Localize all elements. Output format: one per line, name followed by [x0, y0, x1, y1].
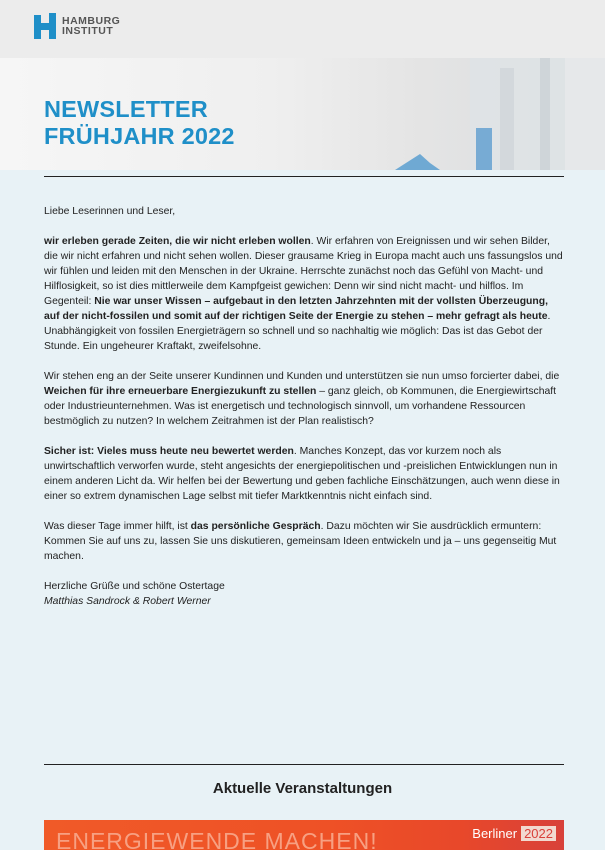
- event-banner-headline: ENERGIEWENDE MACHEN!: [56, 828, 378, 850]
- p1-text-2: . Unabhängigkeit von fossilen Energieträgern so schnell und so nachhaltig wie möglich: Das ist das Gebot der Stunde. Ein ungeheurer Kraftakt, zweifelsohne.: [44, 311, 551, 353]
- paragraph-3: [44, 444, 566, 504]
- event-banner-tag: [472, 826, 556, 841]
- hero-banner: [0, 58, 605, 170]
- p1-bold-1: wir erleben gerade Zeiten, die wir nicht erleben wollen: [44, 235, 311, 247]
- p2-text-2: – ganz gleich, ob Kommunen, die Energiewirtschaft oder Industrieunternehmen. Was ist energetisch und technologisch sinnvoll, um vorhandene Ressourcen bestmöglich zu nutzen? In welchem Zeitrahmen ist der Plan realistisch?: [44, 386, 557, 428]
- closing-block: [44, 579, 566, 609]
- newsletter-title: [44, 96, 235, 150]
- p1-bold-2: Nie war unser Wissen – aufgebaut in den letzten Jahrzehnten mit der vollsten Überzeugung, auf der nicht-fossilen und somit auf der richtigen Seite der Energie zu stehen – mehr gefragt als heute: [44, 296, 548, 323]
- signature: Matthias Sandrock & Robert Werner: [44, 595, 211, 607]
- logo-mark-icon: [34, 13, 56, 39]
- divider-top: [44, 176, 564, 177]
- closing: Herzliche Grüße und schöne Ostertage: [44, 580, 225, 592]
- paragraph-4: [44, 519, 566, 564]
- paragraph-2: [44, 369, 566, 429]
- p4-text-1: Was dieser Tage immer hilft, ist: [44, 520, 191, 532]
- title-line2: FRÜHJAHR 2022: [44, 123, 235, 149]
- logo-text: [62, 16, 120, 36]
- divider-bottom: [44, 764, 564, 765]
- p2-bold: Weichen für ihre erneuerbare Energiezukunft zu stellen: [44, 386, 317, 398]
- p1-text-1: . Wir erfahren von Ereignissen und wir sehen Bilder, die wir nicht erfahren und nicht sehen wollen. Dieser grausame Krieg in Europa macht auch uns fassungslos und wir fühlen und leiden mit den Menschen in der Ukraine. Herrschte zunächst noch das Gefühl von Macht- und Hilflosigkeit, so ist dies mittlerweile dem Kampfgeist gewichen: Denn wir sind nicht macht- und hilflos. Im Gegenteil:: [44, 235, 563, 308]
- logo-line1: HAMBURG: [62, 15, 121, 27]
- p3-text: . Manches Konzept, das vor kurzem noch als unwirtschaftlich verworfen wurde, steht angesichts der energiepolitischen und -preislichen Entwicklungen nun in einem anderen Licht da. Wir helfen bei der Bewertung und geben fachliche Einschätzungen, auch wenn diese in einer so extrem dynamischen Lage selbst mit tiefer Marktkenntnis nicht einfach sind.: [44, 446, 560, 503]
- paragraph-1: [44, 234, 566, 355]
- p3-bold: Sicher ist: Vieles muss heute neu bewertet werden: [44, 446, 294, 457]
- hamburg-institut-logo[interactable]: [34, 13, 120, 39]
- p4-text-2: . Dazu möchten wir Sie ausdrücklich ermuntern: Kommen Sie auf uns zu, lassen Sie uns diskutieren, gemeinsam Ideen entwickeln und ja – uns gegenseitig Mut machen.: [44, 520, 557, 563]
- p4-bold: das persönliche Gespräch: [190, 520, 321, 532]
- p2-text-1: Wir stehen eng an der Seite unserer Kundinnen und Kunden und unterstützen sie nun umso forcierter dabei, die: [44, 371, 560, 383]
- header-bar: [0, 0, 605, 58]
- event-banner-tag-label: Berliner: [472, 826, 518, 841]
- event-banner-year: 2022: [521, 826, 556, 841]
- title-line1: NEWSLETTER: [44, 96, 208, 122]
- logo-line2: INSTITUT: [62, 25, 114, 37]
- greeting: Liebe Leserinnen und Leser,: [44, 206, 176, 217]
- event-banner[interactable]: [44, 820, 564, 850]
- letter-body: [44, 204, 566, 624]
- events-heading: Aktuelle Veranstaltungen: [212, 780, 393, 797]
